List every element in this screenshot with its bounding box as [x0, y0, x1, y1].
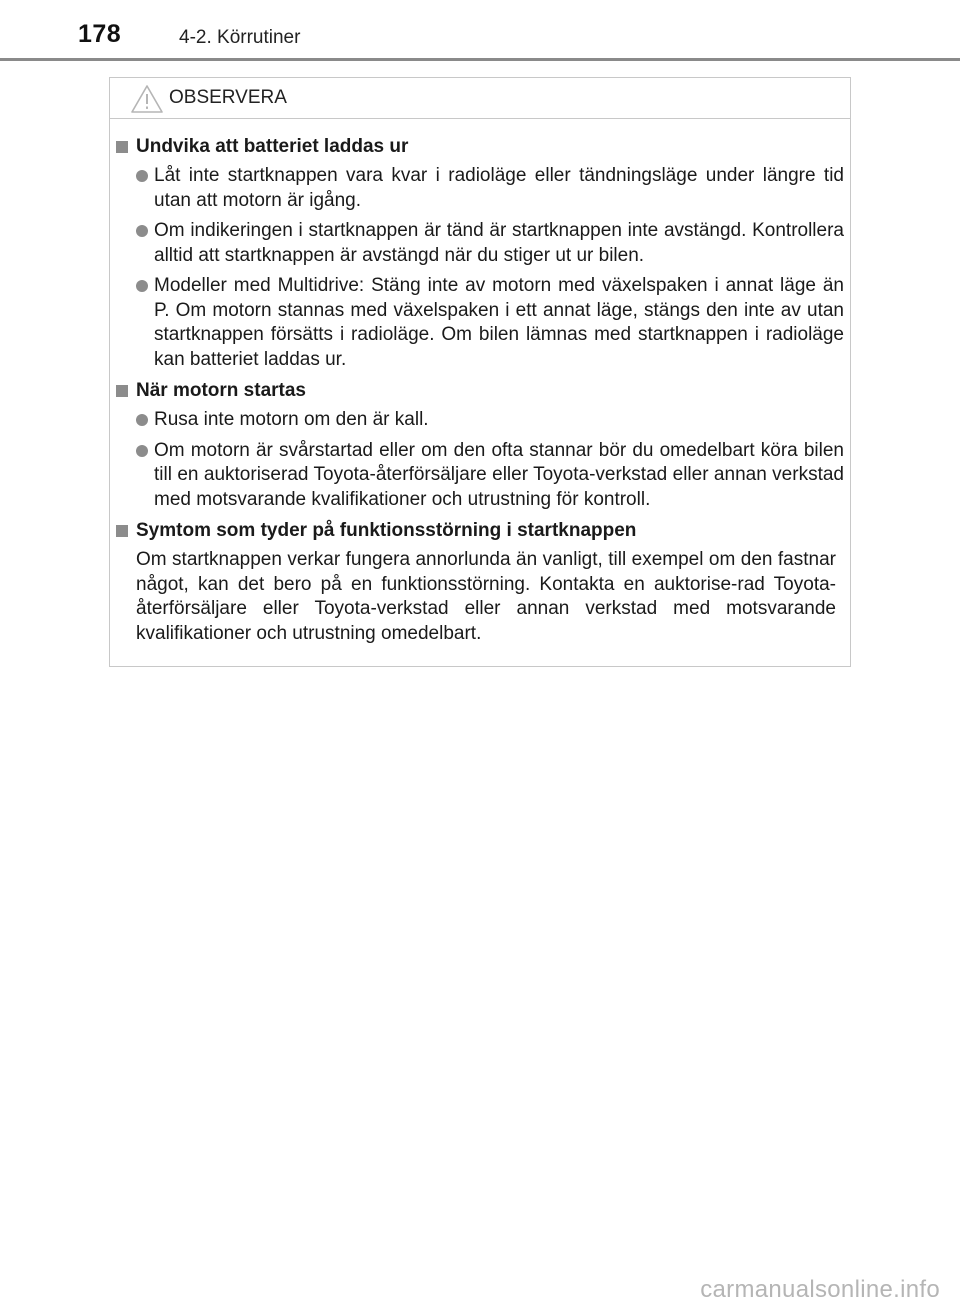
list-item-text: Rusa inte motorn om den är kall. [154, 409, 429, 430]
list-item [116, 408, 844, 433]
section-battery [116, 134, 844, 372]
list-item-text: Om indikeringen i startknappen är tänd är startknappen inte avstängd. Kontrollera alltid att startknappen är avstängd när du stiger ut ur bilen. [154, 220, 844, 266]
subhead-text: När motorn startas [136, 380, 306, 401]
caution-content [116, 134, 844, 652]
subhead-malfunction [116, 518, 844, 543]
paragraph: Om startknappen verkar fungera annorlunda än vanligt, till exempel om den fastnar något, kan det bero på en funktionsstörning. Kontakta en auktorise-rad Toyota-återförsäljare eller Toyota-verkstad eller annan verkstad med motsvarande kvalifikationer och utrustning omedelbart. [136, 549, 836, 644]
subhead-text: Symtom som tyder på funktionsstörning i startknappen [136, 520, 637, 541]
square-bullet-icon [116, 385, 128, 397]
dot-bullet-icon [136, 170, 148, 182]
section-engine-start [116, 378, 844, 512]
dot-bullet-icon [136, 280, 148, 292]
subhead-battery [116, 134, 844, 159]
section-title: 4-2. Körrutiner [179, 27, 301, 48]
caution-header [110, 78, 850, 119]
list-item [116, 219, 844, 268]
dot-bullet-icon [136, 414, 148, 426]
list-item-text: Modeller med Multidrive: Stäng inte av motorn med växelspaken i annat läge än P. Om motorn stannas med växelspaken i ett annat läge, stängs den inte av utan startknappen försätts i radioläge. Om bilen lämnas med startknappen i radioläge kan batteriet laddas ur. [154, 275, 844, 370]
watermark: carmanualsonline.info [700, 1276, 940, 1303]
caution-label: OBSERVERA [169, 87, 287, 108]
section-malfunction [116, 518, 844, 646]
warning-triangle-icon [130, 84, 164, 114]
subhead-engine-start [116, 378, 844, 403]
list-item-text: Om motorn är svårstartad eller om den ofta stannar bör du omedelbart köra bilen till en auktoriserad Toyota-återförsäljare eller Toyota-verkstad eller annan verkstad med motsvarande kvalifikationer och utrustning för kontroll. [154, 439, 844, 510]
caution-box [109, 77, 851, 667]
page-header [0, 0, 960, 62]
square-bullet-icon [116, 525, 128, 537]
list-item [116, 439, 844, 513]
header-rule [0, 58, 960, 61]
subhead-text: Undvika att batteriet laddas ur [136, 136, 409, 157]
dot-bullet-icon [136, 445, 148, 457]
list-item-text: Låt inte startknappen vara kvar i radioläge eller tändningsläge under längre tid utan att motorn är igång. [154, 165, 844, 211]
square-bullet-icon [116, 141, 128, 153]
list-item [116, 274, 844, 372]
list-item [116, 164, 844, 213]
page-number: 178 [78, 20, 122, 48]
dot-bullet-icon [136, 225, 148, 237]
